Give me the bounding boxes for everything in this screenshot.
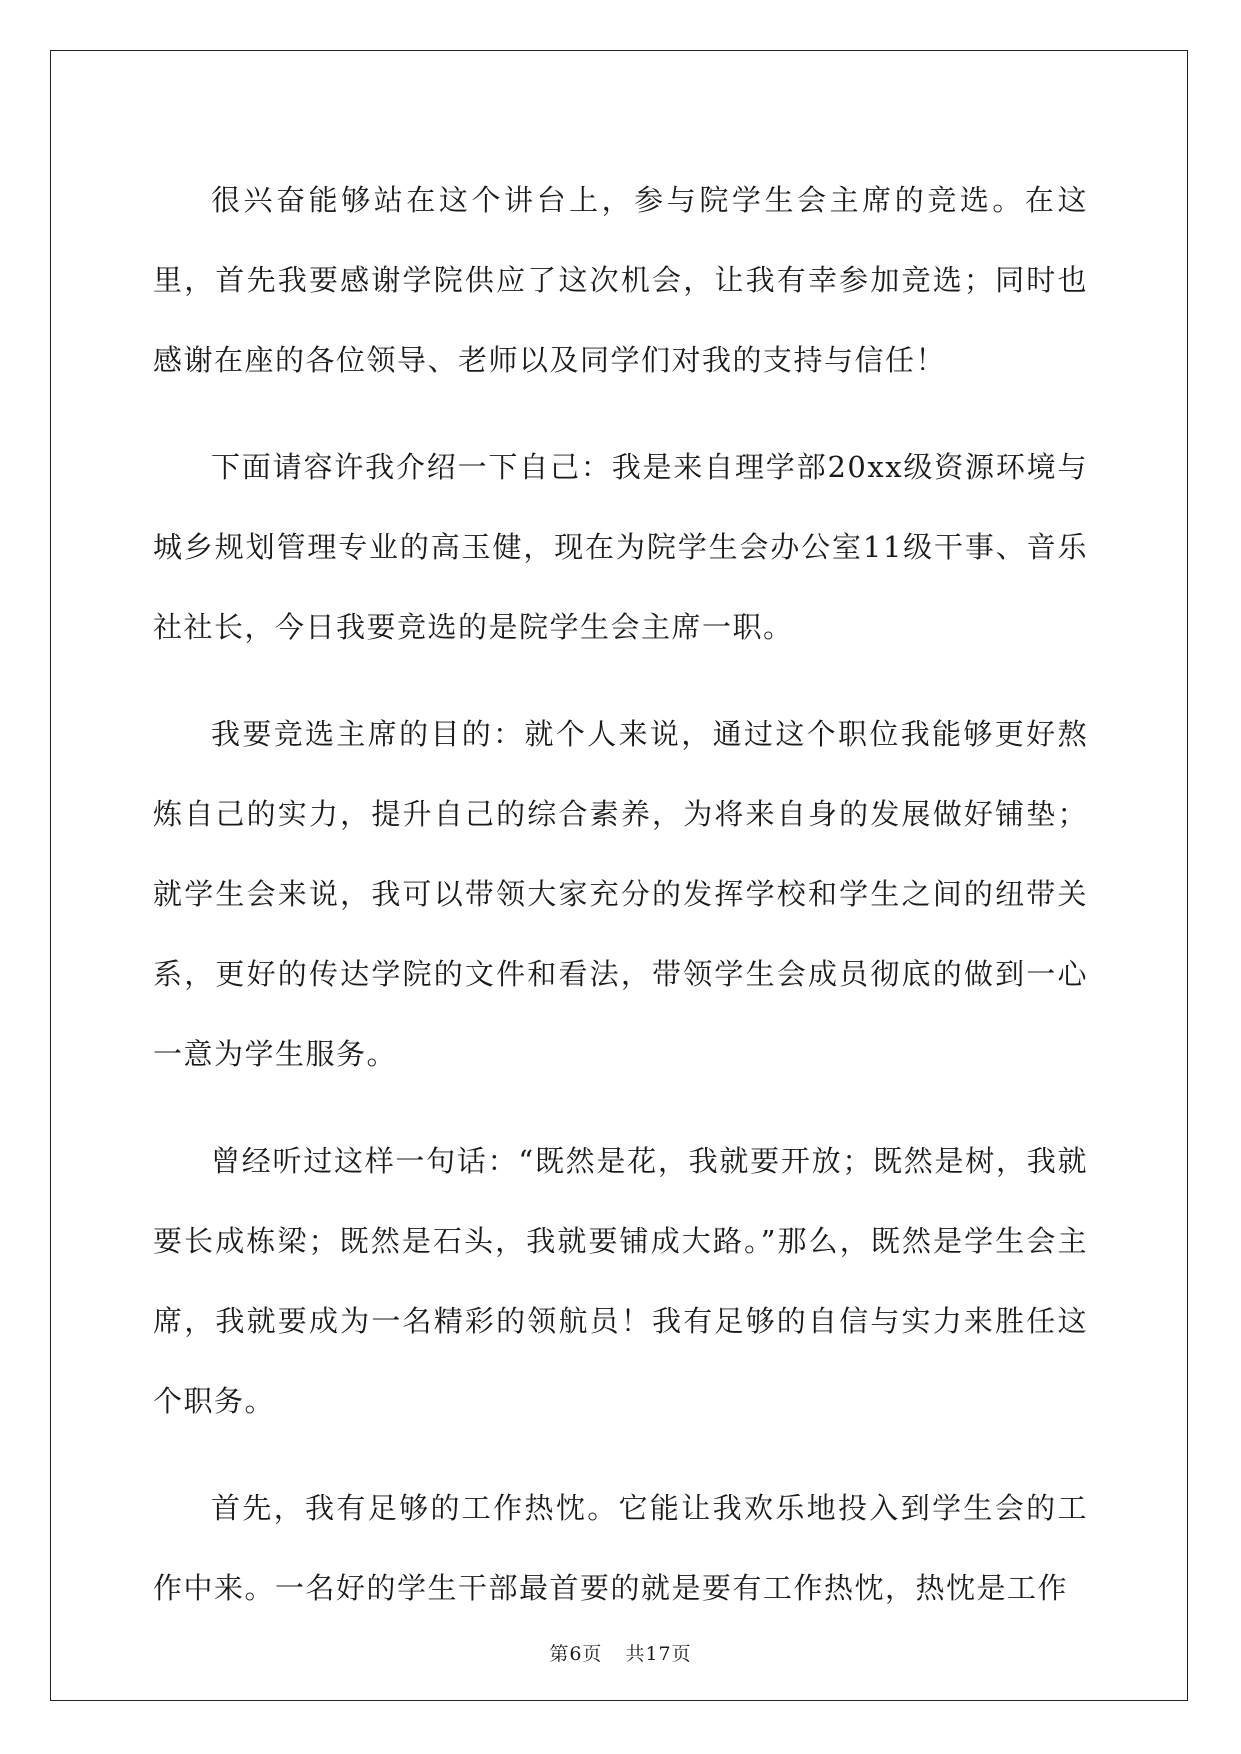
document-body xyxy=(153,160,1088,1655)
paragraph-2: 下面请容许我介绍一下自己：我是来自理学部20xx级资源环境与城乡规划管理专业的高玉健，现在为院学生会办公室11级干事、音乐社社长，今日我要竞选的是院学生会主席一职。 xyxy=(153,450,1088,644)
page-total: 共17页 xyxy=(625,1643,692,1665)
paragraph-1: 很兴奋能够站在这个讲台上，参与院学生会主席的竞选。在这里，首先我要感谢学院供应了这次机会，让我有幸参加竞选；同时也感谢在座的各位领导、老师以及同学们对我的支持与信任！ xyxy=(153,183,1088,377)
paragraph-3: 我要竞选主席的目的：就个人来说，通过这个职位我能够更好熬炼自己的实力，提升自己的综合素养，为将来自身的发展做好铺垫；就学生会来说，我可以带领大家充分的发挥学校和学生之间的纽带关系，更好的传达学院的文件和看法，带领学生会成员彻底的做到一心一意为学生服务。 xyxy=(153,717,1088,1071)
page-number: 第6页 xyxy=(549,1643,603,1665)
page-footer xyxy=(0,1639,1241,1666)
paragraph-4: 曾经听过这样一句话：“既然是花，我就要开放；既然是树，我就要长成栋梁；既然是石头，我就要铺成大路。”那么，既然是学生会主席，我就要成为一名精彩的领航员！我有足够的自信与实力来胜任这个职务。 xyxy=(153,1144,1088,1418)
paragraph-5: 首先，我有足够的工作热忱。它能让我欢乐地投入到学生会的工作中来。一名好的学生干部最首要的就是要有工作热忱，热忱是工作 xyxy=(153,1491,1088,1605)
